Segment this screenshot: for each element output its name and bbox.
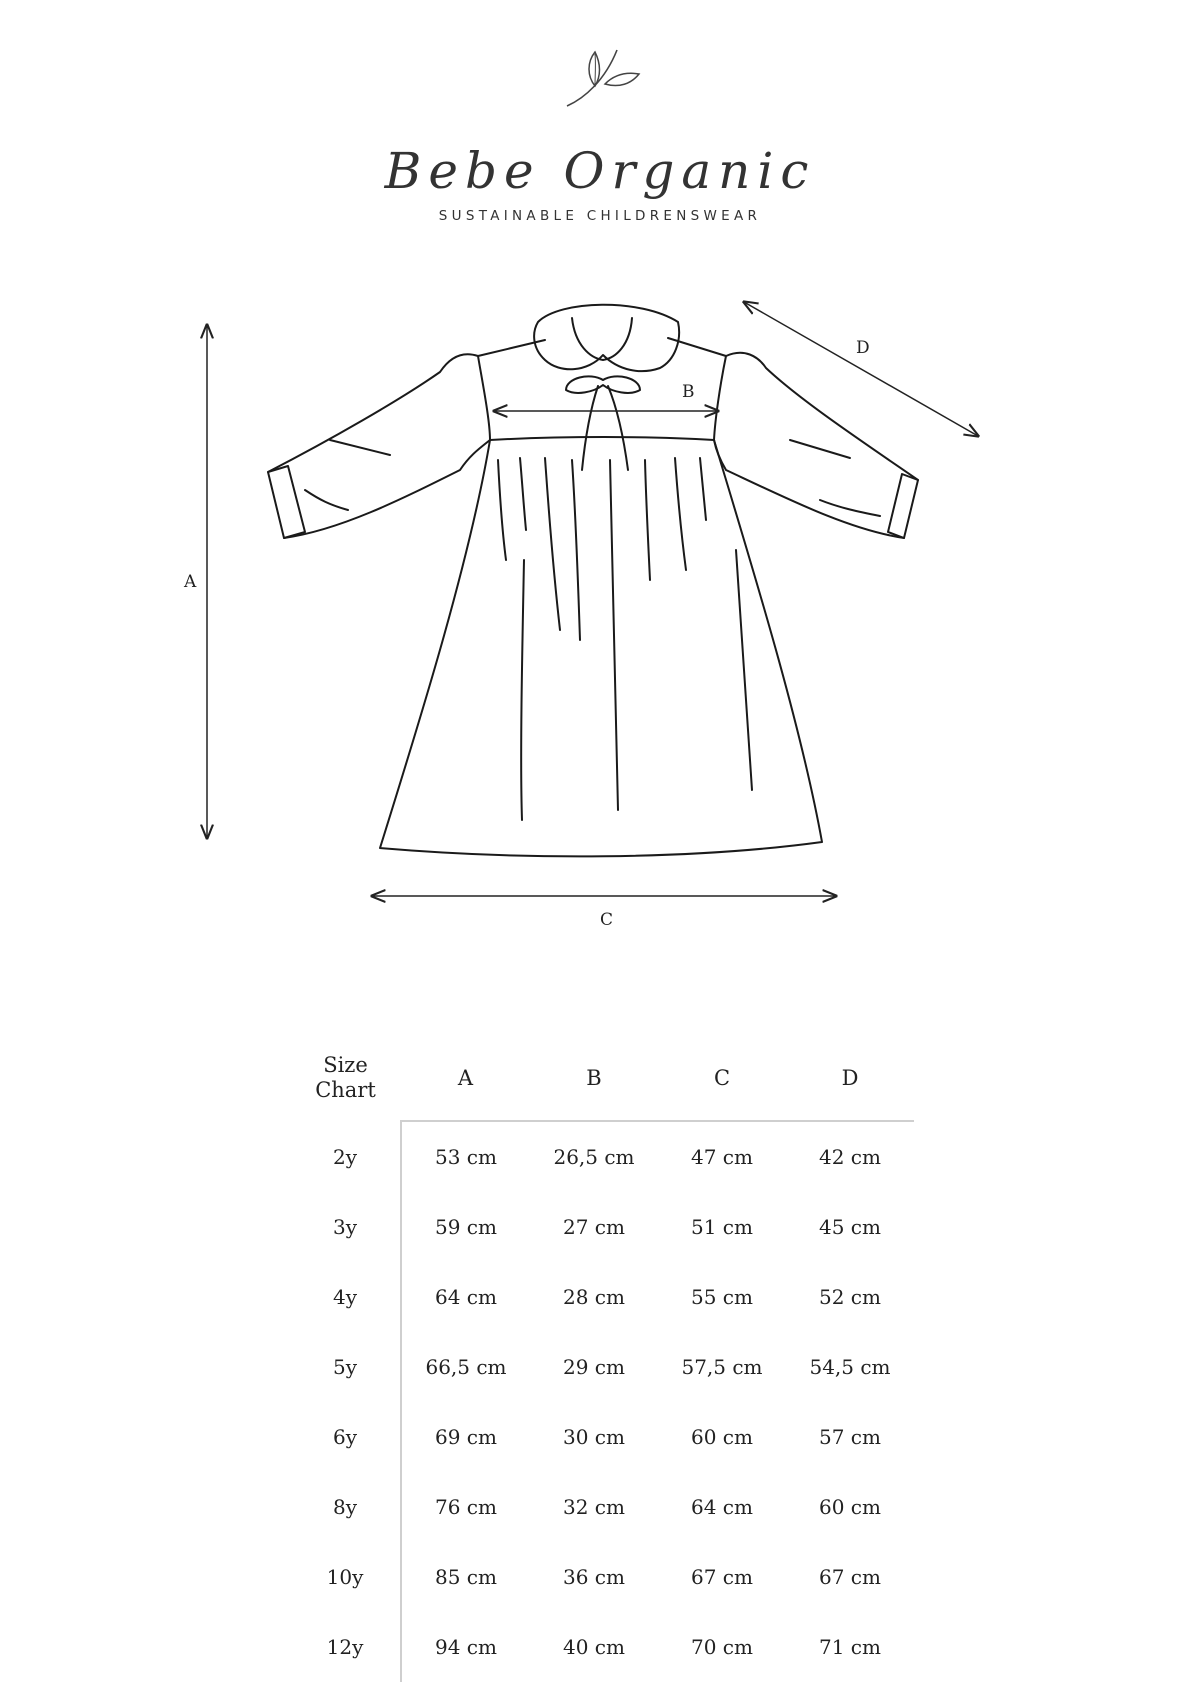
table-cell: 60 cm xyxy=(819,1495,881,1519)
size-chart-corner-line1: Size xyxy=(323,1053,368,1077)
table-cell: 30 cm xyxy=(563,1425,625,1449)
table-row xyxy=(290,1332,914,1402)
column-header-a: A xyxy=(401,1035,530,1121)
table-cell: 45 cm xyxy=(819,1215,881,1239)
table-cell: 32 cm xyxy=(563,1495,625,1519)
table-cell: 64 cm xyxy=(435,1285,497,1309)
table-cell: 57 cm xyxy=(819,1425,881,1449)
size-label: 10y xyxy=(290,1542,401,1612)
column-header-b: B xyxy=(530,1035,658,1121)
size-label: 6y xyxy=(290,1402,401,1472)
table-row xyxy=(290,1262,914,1332)
size-label: 2y xyxy=(290,1121,401,1192)
dimension-label-d: D xyxy=(856,338,870,358)
dimension-label-c: C xyxy=(600,910,614,930)
table-cell: 28 cm xyxy=(563,1285,625,1309)
table-cell: 67 cm xyxy=(819,1565,881,1589)
size-label: 12y xyxy=(290,1612,401,1682)
dress-measurement-diagram xyxy=(0,270,1200,960)
table-cell: 51 cm xyxy=(691,1215,753,1239)
table-cell: 57,5 cm xyxy=(681,1355,763,1379)
size-label: 4y xyxy=(290,1262,401,1332)
table-cell: 26,5 cm xyxy=(553,1145,635,1169)
table-cell: 76 cm xyxy=(435,1495,497,1519)
size-label: 5y xyxy=(290,1332,401,1402)
table-cell: 69 cm xyxy=(435,1425,497,1449)
column-header-d: D xyxy=(786,1035,914,1121)
column-header-c: C xyxy=(658,1035,786,1121)
table-cell: 36 cm xyxy=(563,1565,625,1589)
brand-name: Bebe Organic xyxy=(384,142,816,200)
table-cell: 60 cm xyxy=(691,1425,753,1449)
size-chart-table xyxy=(290,1035,914,1682)
table-cell: 66,5 cm xyxy=(425,1355,507,1379)
table-cell: 47 cm xyxy=(691,1145,753,1169)
table-row xyxy=(290,1402,914,1472)
size-label: 3y xyxy=(290,1192,401,1262)
size-label: 8y xyxy=(290,1472,401,1542)
table-cell: 70 cm xyxy=(691,1635,753,1659)
table-row xyxy=(290,1542,914,1612)
table-cell: 42 cm xyxy=(819,1145,881,1169)
table-cell: 59 cm xyxy=(435,1215,497,1239)
table-row xyxy=(290,1612,914,1682)
table-row xyxy=(290,1192,914,1262)
table-cell: 53 cm xyxy=(435,1145,497,1169)
table-cell: 71 cm xyxy=(819,1635,881,1659)
brand-header xyxy=(0,30,1200,230)
table-cell: 52 cm xyxy=(819,1285,881,1309)
size-chart-corner-line2: Chart xyxy=(315,1078,376,1102)
leaf-branch-icon xyxy=(565,40,645,112)
table-cell: 29 cm xyxy=(563,1355,625,1379)
table-cell: 85 cm xyxy=(435,1565,497,1589)
table-row xyxy=(290,1121,914,1192)
dress-illustration xyxy=(0,270,1200,960)
table-cell: 55 cm xyxy=(691,1285,753,1309)
dimension-label-a: A xyxy=(184,572,197,592)
table-cell: 67 cm xyxy=(691,1565,753,1589)
table-cell: 27 cm xyxy=(563,1215,625,1239)
table-cell: 94 cm xyxy=(435,1635,497,1659)
brand-tagline: SUSTAINABLE CHILDRENSWEAR xyxy=(438,208,762,224)
table-row xyxy=(290,1472,914,1542)
size-chart-header-row xyxy=(290,1035,914,1121)
table-cell: 64 cm xyxy=(691,1495,753,1519)
size-chart-corner-label xyxy=(290,1035,401,1121)
table-cell: 40 cm xyxy=(563,1635,625,1659)
dimension-label-b: B xyxy=(682,382,695,402)
table-cell: 54,5 cm xyxy=(809,1355,891,1379)
